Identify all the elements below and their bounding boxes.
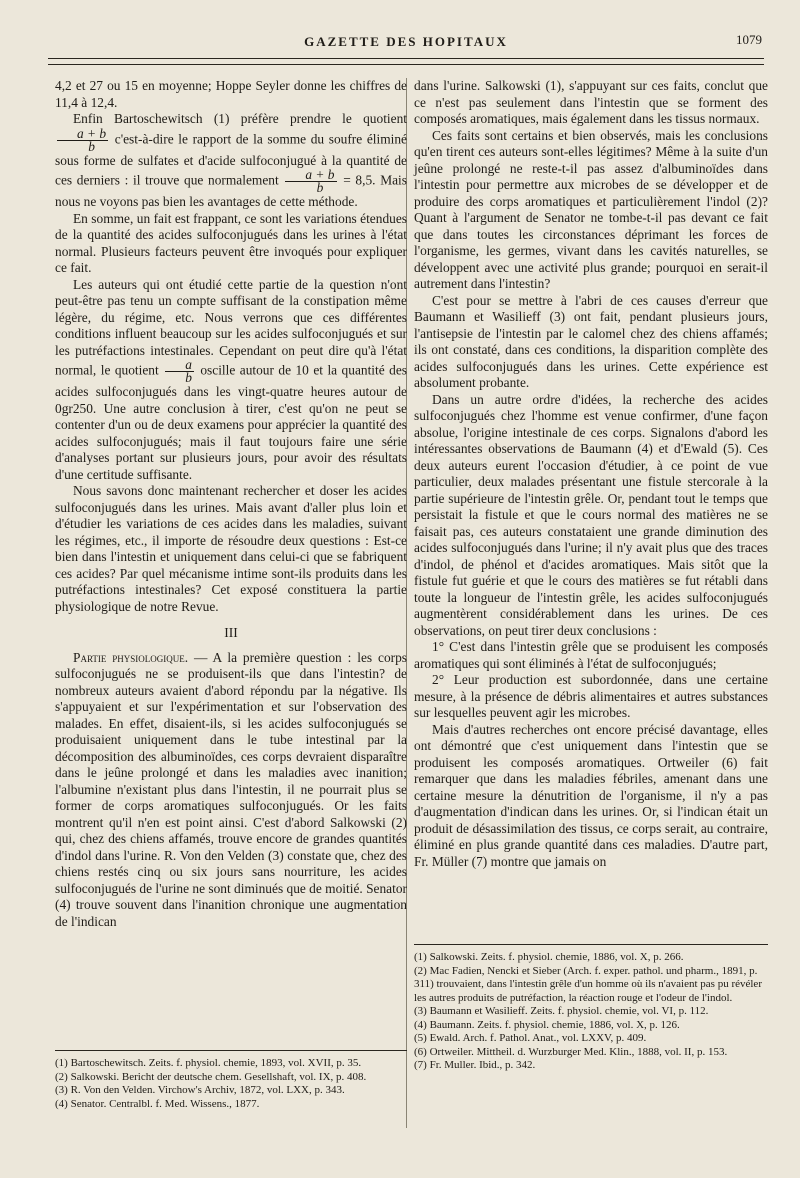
footnote: (7) Fr. Muller. Ibid., p. 342.	[414, 1059, 536, 1071]
text-run: Enfin Bartoschewitsch (1) préfère prendre le quotient	[73, 111, 407, 126]
paragraph	[55, 277, 407, 484]
paragraph: Nous savons donc maintenant rechercher et doser les acides sulfoconjugués dans les urines. Mais avant d'aller plus loin et d'étudier les variations de ces acides dans les maladies, suivant les régimes, etc., il importe de résoudre deux questions : Est-ce bien dans l'intestin et uniquement dans celui-ci que se fabriquent ces acides? Par quel mécanisme intime sont-ils produits dans les putréfactions intestinales? Cet exposé constituera la partie physiologique de notre Revue.	[55, 483, 407, 614]
paragraph: En somme, un fait est frappant, ce sont les variations étendues de la quantité des acides sulfoconjugués dans les urines à l'état normal. Plusieurs facteurs peuvent être invoqués pour expliquer ce fait.	[55, 210, 407, 275]
paragraph: Mais d'autres recherches ont encore précisé davantage, elles ont démontré que c'est uniquement dans l'intestin que se produisent les composés aromatiques. Ortweiler (6) fait remarquer que dans les maladies fébriles, amenant dans une certaine mesure la dénutrition de l'organisme, il n'y a pas d'augmentation d'indican dans les urines. Or, si l'indican était un produit de désassimilation des tissus, ce corps serait, au contraire, éliminé en plus grande quantité dans ces maladies. D'autre part, Fr. Müller (7) montre que jamais on	[414, 721, 768, 869]
header-rule	[48, 58, 764, 59]
right-footnotes	[414, 936, 768, 1073]
paragraph: 2° Leur production est subordonnée, dans une certaine mesure, à la présence de débris alimentaires et autres substances sur lesquelles peuvent agir les microbes.	[414, 672, 768, 720]
paragraph: Ces faits sont certains et bien observés, mais les conclusions qu'en tirent ces auteurs sont-elles légitimes? Même à la suite d'un jeûne prolongé ne reste-t-il pas assez d'albuminoïdes dans l'intestin pour permettre aux microbes de se développer et de produire des corps aromatiques et particulièrement l'indol (2)? Quant à l'argument de Senator ne tombe-t-il pas devant ce fait que dans toutes les circonstances déprimant les forces de l'organisme, les germes, vivant dans les cavités naturelles, se développent avec une activité plus grande; pourquoi en serait-il autrement dans l'intestin?	[414, 127, 768, 291]
left-footnotes	[55, 1042, 407, 1111]
paragraph: C'est pour se mettre à l'abri de ces causes d'erreur que Baumann et Wasilieff (3) ont fait, pendant plusieurs jours, l'antisepsie de l'intestin par le calomel chez des chiens affamés; ils ont constaté, dans ces conditions, la disparition complète des acides sulfoconjugués dans les urines. Cette expérience est absolument probante.	[414, 292, 768, 390]
footnote: (1) Bartoschewitsch. Zeits. f. physiol. chemie, 1893, vol. XVII, p. 35.	[55, 1057, 362, 1069]
fraction-denominator: b	[185, 370, 192, 385]
fraction-denominator: b	[316, 180, 324, 195]
paragraph: Dans un autre ordre d'idées, la recherche des acides sulfoconjugués chez l'homme est venue confirmer, d'une façon absolue, l'origine intestinale de ces corps. Signalons d'abord les intéressantes observations de Baumann (4) et d'Ewald (5). Ces deux auteurs eurent l'occasion d'étudier, à ce point de vue particulier, deux malades présentant une fistule stercorale à la partie supérieure de l'intestin grêle. Or, pendant tout le temps que persistait la fistule et que le cours normal des matières ne se faisait pas, ces auteurs constataient une grande diminution des acides sulfoconjugués dans l'urine; il n'y avait plus que des traces d'indol, de phénol et d'acides aromatiques. Mais sitôt que la fistule fut guérie et que le cours des matières se fut rétabli dans toute la longueur de l'intestin grêle, les acides sulfoconjugués augmentèrent considérablement dans les urines. De ces observations, on peut tirer deux conclusions :	[414, 391, 768, 638]
footnote: (5) Ewald. Arch. f. Pathol. Anat., vol. LXXV, p. 409.	[414, 1032, 647, 1044]
paragraph: dans l'urine. Salkowski (1), s'appuyant sur ces faits, conclut que ce n'est pas seulement dans l'intestin que se forment des composés aromatiques, mais également dans les tissus normaux.	[414, 78, 768, 126]
text-run: Les auteurs qui ont étudié cette partie de la question n'ont peut-être pas tenu un compte suffisant de la constipation même légère, du régime, etc. Nous verrons que ces différentes conditions influent beaucoup sur les acides sulfoconjugués et sur les putréfactions intestinales. Cependant on peut dire qu'à l'état normal, le quotient	[55, 276, 407, 378]
section-number: III	[224, 625, 238, 640]
paragraph: 1° C'est dans l'intestin grêle que se produisent les composés aromatiques qui sont éliminés à l'état de sulfoconjugués;	[414, 639, 768, 671]
right-column	[414, 78, 768, 870]
footnote: (3) R. Von den Velden. Virchow's Archiv, 1872, vol. LXX, p. 343.	[55, 1084, 345, 1096]
footnote: (1) Salkowski. Zeits. f. physiol. chemie, 1886, vol. X, p. 266.	[414, 951, 684, 963]
footnote-rule	[55, 1050, 407, 1051]
text-run: — A la première question : les corps sulfoconjugués ne se produisent-ils que dans l'intestin? de nombreux auteurs avaient d'abord répondu par la négative. Ils s'appuyaient et sur l'expérimentation et sur l'observation des malades. En effet, disaient-ils, si les acides sulfoconjugués se produisaient uniquement dans le tube intestinal par la décomposition des albuminoïdes, ces corps devraient disparaître dans le jeûne prolongé et dans les maladies avec inanition; l'albumine n'existant plus dans l'intestin, il ne pourrait plus se former de corps aromatiques sulfoconjugués. Or les faits montrent qu'il n'en est point ainsi. C'est d'abord Salkowski (2) qui, chez des chiens affamés, trouve encore de grandes quantités d'indol dans l'urine. R. Von den Velden (3) constate que, chez des chiens restés cinq ou six jours sans nourriture, les acides sulfoconjugués de l'urine ne sont diminués que de moitié. Senator (4) trouve souvent dans l'inanition chronique une augmentation de l'indican	[55, 649, 408, 929]
page-number: 1079	[736, 32, 762, 47]
header-rule-thin	[48, 64, 764, 65]
fraction-numerator: a + b	[285, 169, 336, 182]
footnote: (2) Salkowski. Bericht der deutsche chem. Gesellshaft, vol. IX, p. 408.	[55, 1070, 367, 1083]
section-label: Partie physiologique.	[73, 649, 189, 665]
fraction-numerator: a + b	[57, 128, 108, 141]
footnote: (2) Mac Fadien, Nencki et Sieber (Arch. f. exper. pathol. und pharm., 1891, p. 311) trouvaient, dans l'intestin grêle d'un homme où ils n'avaient pas pu révéler les autres produits de putréfaction, la réaction rouge et l'odeur de l'indol.	[414, 964, 762, 1004]
fraction	[165, 359, 194, 384]
fraction	[57, 125, 108, 154]
journal-title: GAZETTE DES HOPITAUX	[304, 34, 508, 49]
footnote: (6) Ortweiler. Mittheil. d. Wurzburger Med. Klin., 1888, vol. II, p. 153.	[414, 1045, 728, 1058]
text-run: c'est-à-dire le rapport de la somme du soufre éliminé sous forme de sulfates et d'acide sulfoconjugué à la quantité de ces derniers : il trouve que normalement	[55, 131, 407, 188]
text-run: = 8,5. Mais nous ne voyons pas bien les avantages de cette méthode.	[55, 172, 407, 209]
footnote: (4) Baumann. Zeits. f. physiol. chemie, 1886, vol. X, p. 126.	[414, 1018, 680, 1031]
footnote-rule	[414, 944, 768, 945]
running-head	[48, 34, 764, 54]
footnote: (4) Senator. Centralbl. f. Med. Wissens., 1877.	[55, 1097, 260, 1110]
fraction	[285, 169, 336, 194]
footnote: (3) Baumann et Wasilieff. Zeits. f. physiol. chemie, vol. VI, p. 112.	[414, 1005, 709, 1017]
paragraph	[55, 111, 407, 211]
left-column	[55, 78, 407, 930]
text-run: oscille autour de 10 et la quantité des acides sulfoconjugués dans les vingt-quatre heures autour de 0gr250. Une autre conclusion à tirer, c'est qu'on ne peut se contenter d'un ou de deux examens pour apprécier la quantité des acides sulfoconjugués; mais il faut toujours faire une série d'analyses portant sur plusieurs jours, pour avoir des résultats d'une certitude suffisante.	[55, 362, 407, 482]
fraction-numerator: a	[165, 359, 194, 372]
paragraph	[55, 650, 407, 931]
fraction-denominator: b	[88, 138, 95, 154]
paragraph: 4,2 et 27 ou 15 en moyenne; Hoppe Seyler donne les chiffres de 11,4 à 12,4.	[55, 78, 407, 110]
